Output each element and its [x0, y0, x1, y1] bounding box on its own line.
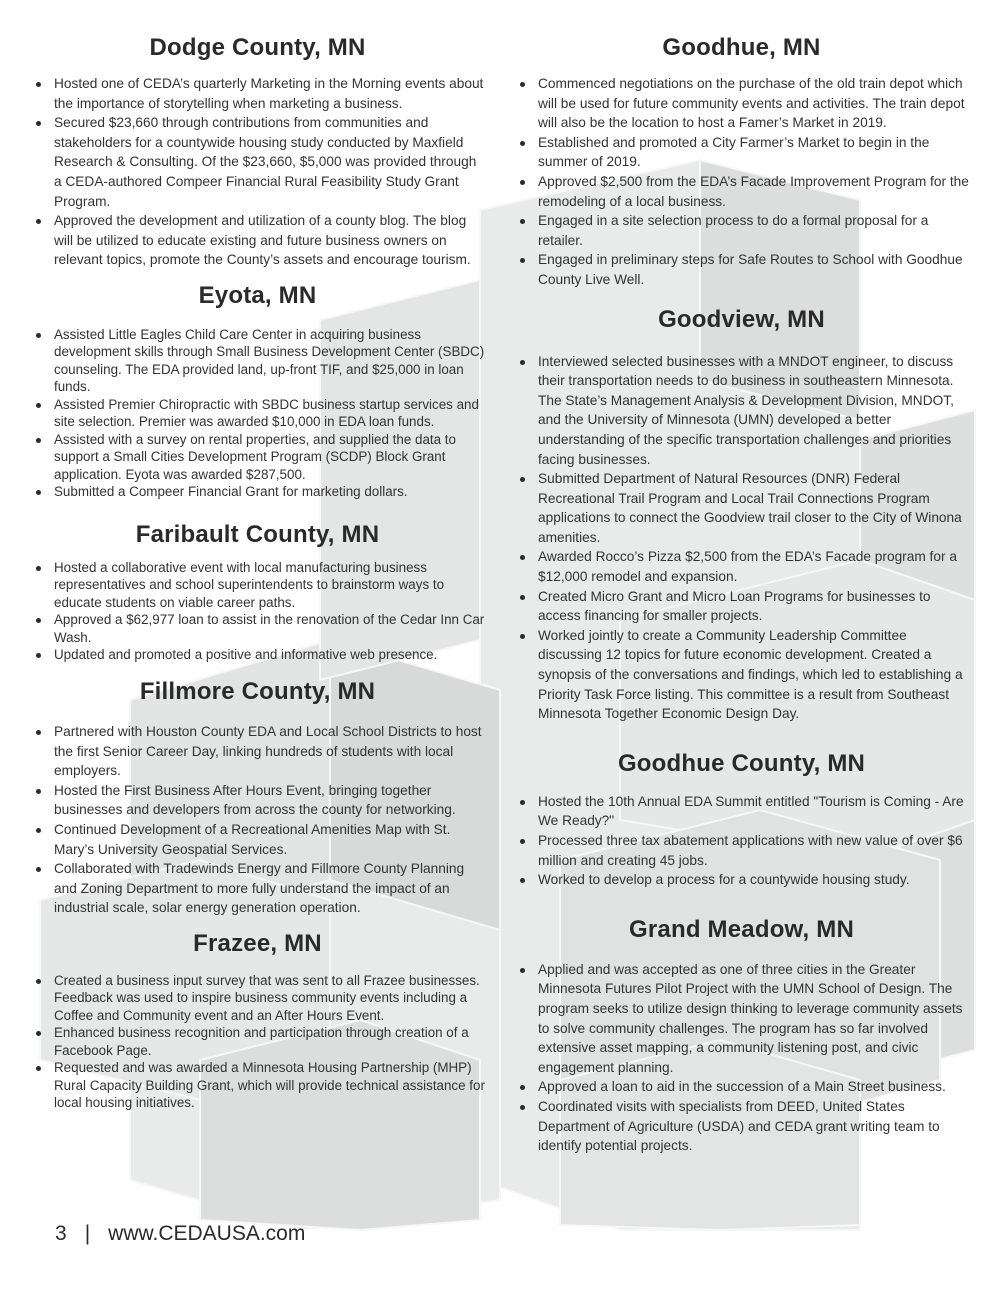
bullet-icon	[36, 403, 41, 408]
section-goodhue-county	[514, 750, 969, 890]
bullet-icon	[36, 438, 41, 443]
bullet-icon	[520, 1085, 525, 1090]
section-heading: Dodge County, MN	[149, 34, 366, 61]
bullet-icon	[520, 968, 525, 973]
list-item: Hosted a collaborative event with local manufacturing business representatives and school superintendents to brainstorm ways to educate students on viable career paths.	[30, 559, 485, 612]
list-item: Approved the development and utilization of a county blog. The blog will be utilized to educate existing and future business owners on relevant topics, promote the County’s assets and encourage tourism.	[30, 211, 485, 270]
section-dodge-county	[30, 34, 485, 270]
list-item: Submitted Department of Natural Resources (DNR) Federal Recreational Trail Program and Local Trail Connections Program applications to connect the Goodview trail closer to the City of Winona amenities.	[514, 469, 969, 547]
list-item: Partnered with Houston County EDA and Local School Districts to host the first Senior Career Day, linking hundreds of students with local employers.	[30, 722, 485, 781]
bullet-icon	[520, 360, 525, 365]
bullet-icon	[36, 219, 41, 224]
list-item: Requested and was awarded a Minnesota Housing Partnership (MHP) Rural Capacity Building Grant, which will provide technical assistance for local housing initiatives.	[30, 1059, 485, 1112]
list-item: Assisted Premier Chiropractic with SBDC business startup services and site selection. Premier was awarded $10,000 in EDA loan funds.	[30, 396, 485, 431]
list-item: Submitted a Compeer Financial Grant for marketing dollars.	[30, 483, 485, 501]
bullet-list	[30, 972, 485, 1112]
bullet-list	[30, 326, 485, 501]
section-heading: Goodhue, MN	[662, 34, 821, 61]
section-frazee	[30, 930, 485, 1112]
bullet-list	[514, 352, 969, 724]
section-heading: Fillmore County, MN	[139, 677, 376, 705]
bullet-icon	[36, 653, 41, 658]
list-item: Commenced negotiations on the purchase of the old train depot which will be used for future community events and activities. The train depot will also be the location to host a Famer’s Market in 2019.	[514, 74, 969, 133]
section-heading: Frazee, MN	[193, 929, 322, 957]
list-item: Approved $2,500 from the EDA’s Facade Improvement Program for the remodeling of a local business.	[514, 172, 969, 211]
bullet-icon	[520, 800, 525, 805]
list-item: Hosted one of CEDA’s quarterly Marketing in the Morning events about the importance of storytelling when marketing a business.	[30, 74, 485, 113]
section-heading: Grand Meadow, MN	[629, 915, 854, 943]
bullet-list	[514, 960, 969, 1156]
bullet-icon	[36, 730, 41, 735]
section-goodhue	[514, 34, 969, 290]
bullet-icon	[36, 566, 41, 571]
section-heading: Goodview, MN	[658, 305, 825, 333]
bullet-icon	[36, 1031, 41, 1036]
bullet-icon	[36, 1066, 41, 1071]
bullet-icon	[520, 634, 525, 639]
list-item: Awarded Rocco’s Pizza $2,500 from the EDA’s Facade program for a $12,000 remodel and expansion.	[514, 547, 969, 586]
list-item: Interviewed selected businesses with a MNDOT engineer, to discuss their transportation needs to do business in southeastern Minnesota. The State’s Management Analysis & Development Division, MNDOT, and the University of Minnesota (UMN) developed a better understanding of the specific transportation challenges and priorities facing businesses.	[514, 352, 969, 470]
list-item: Hosted the 10th Annual EDA Summit entitled "Tourism is Coming - Are We Ready?"	[514, 792, 969, 831]
bullet-icon	[36, 82, 41, 87]
page-footer	[55, 1222, 305, 1246]
list-item: Worked to develop a process for a countywide housing study.	[514, 870, 969, 890]
list-item: Engaged in a site selection process to do a formal proposal for a retailer.	[514, 211, 969, 250]
bullet-list	[30, 559, 485, 664]
section-goodview	[514, 306, 969, 724]
bullet-icon	[520, 878, 525, 883]
bullet-icon	[520, 1105, 525, 1110]
footer-separator: |	[84, 1222, 91, 1245]
list-item: Engaged in preliminary steps for Safe Routes to School with Goodhue County Live Well.	[514, 250, 969, 289]
bullet-list	[514, 792, 969, 890]
bullet-icon	[520, 82, 525, 87]
bullet-list	[30, 722, 485, 918]
bullet-icon	[520, 141, 525, 146]
bullet-icon	[36, 490, 41, 495]
bullet-icon	[520, 477, 525, 482]
bullet-icon	[520, 219, 525, 224]
list-item: Assisted Little Eagles Child Care Center in acquiring business development skills through Small Business Development Center (SBDC) counseling. The EDA provided land, up-front TIF, and $25,000 in loan funds.	[30, 326, 485, 396]
bullet-icon	[520, 595, 525, 600]
footer-url[interactable]: www.CEDAUSA.com	[108, 1222, 306, 1245]
list-item: Worked jointly to create a Community Leadership Committee discussing 12 topics for future economic development. Created a synopsis of the conversations and findings, which led to establishing a Priority Task Force listing. This committee is a result from Southeast Minnesota Together Economic Design Day.	[514, 626, 969, 724]
right-column	[514, 34, 969, 1156]
bullet-icon	[36, 618, 41, 623]
list-item: Applied and was accepted as one of three cities in the Greater Minnesota Futures Pilot Project with the UMN School of Design. The program seeks to utilize design thinking to leverage community assets to solve community challenges. The program has so far involved extensive asset mapping, a community listening post, and civic engagement planning.	[514, 960, 969, 1078]
list-item: Collaborated with Tradewinds Energy and Fillmore County Planning and Zoning Department to more fully understand the impact of an industrial scale, solar energy generation operation.	[30, 859, 485, 918]
list-item: Coordinated visits with specialists from DEED, United States Department of Agriculture (USDA) and CEDA grant writing team to identify potential projects.	[514, 1097, 969, 1156]
section-faribault-county	[30, 521, 485, 664]
bullet-list	[514, 74, 969, 290]
bullet-icon	[520, 839, 525, 844]
bullet-icon	[36, 828, 41, 833]
section-fillmore-county	[30, 678, 485, 918]
bullet-icon	[520, 258, 525, 263]
section-grand-meadow	[514, 916, 969, 1156]
section-eyota	[30, 282, 485, 501]
bullet-icon	[520, 555, 525, 560]
bullet-icon	[36, 121, 41, 126]
list-item: Processed three tax abatement applications with new value of over $6 million and creating 45 jobs.	[514, 831, 969, 870]
list-item: Created Micro Grant and Micro Loan Programs for businesses to access financing for smaller projects.	[514, 587, 969, 626]
list-item: Established and promoted a City Farmer’s Market to begin in the summer of 2019.	[514, 133, 969, 172]
section-heading: Eyota, MN	[198, 281, 317, 309]
section-heading: Faribault County, MN	[135, 520, 380, 548]
list-item: Updated and promoted a positive and informative web presence.	[30, 646, 485, 664]
section-heading: Goodhue County, MN	[617, 749, 866, 777]
list-item: Approved a loan to aid in the succession of a Main Street business.	[514, 1077, 969, 1097]
bullet-icon	[36, 789, 41, 794]
bullet-icon	[36, 979, 41, 984]
list-item: Approved a $62,977 loan to assist in the renovation of the Cedar Inn Car Wash.	[30, 611, 485, 646]
list-item: Continued Development of a Recreational Amenities Map with St. Mary’s University Geospatial Services.	[30, 820, 485, 859]
list-item: Hosted the First Business After Hours Event, bringing together businesses and developers from across the county for networking.	[30, 781, 485, 820]
list-item: Assisted with a survey on rental properties, and supplied the data to support a Small Cities Development Program (SCDP) Block Grant application. Eyota was awarded $287,500.	[30, 431, 485, 484]
bullet-list	[30, 74, 485, 270]
page-number: 3	[55, 1222, 67, 1245]
list-item: Enhanced business recognition and participation through creation of a Facebook Page.	[30, 1024, 485, 1059]
list-item: Secured $23,660 through contributions from communities and stakeholders for a countywide housing study conducted by Maxfield Research & Consulting. Of the $23,660, $5,000 was provided through a CEDA-authored Compeer Financial Rural Feasibility Study Grant Program.	[30, 113, 485, 211]
bullet-icon	[520, 180, 525, 185]
list-item: Created a business input survey that was sent to all Frazee businesses. Feedback was used to inspire business community events including a Coffee and Community event and an After Hours Event.	[30, 972, 485, 1025]
left-column	[30, 34, 485, 1112]
bullet-icon	[36, 333, 41, 338]
bullet-icon	[36, 867, 41, 872]
